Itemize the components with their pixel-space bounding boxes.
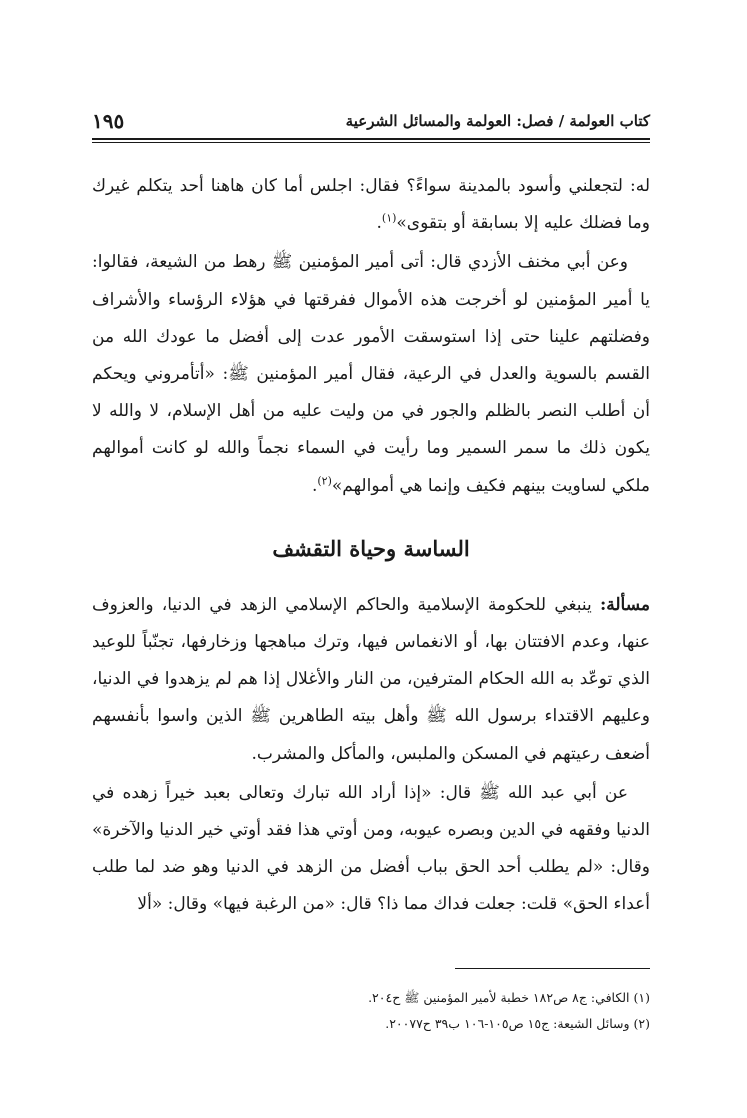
running-header	[92, 106, 650, 136]
paragraph-1	[92, 168, 650, 242]
issue-term: مسألة:	[599, 594, 650, 615]
main-text	[92, 168, 650, 926]
paragraph-1-text: له: لتجعلني وأسود بالمدينة سواءً؟ فقال: اجلس أما كان هاهنا أحد يتكلم غيرك وما فضلك عليه إلا بسابقة أو بتقوى»	[92, 176, 650, 234]
footnote-ref-2[interactable]: (٢)	[317, 473, 332, 487]
paragraph-3-text: ينبغي للحكومة الإسلامية والحاكم الإسلامي الزهد في الدنيا، والعزوف عنها، وعدم الافتتان بها، أو الانغماس فيها، وترك مباهجها وزخارفها، تجنّباً للوعيد الذي توعّد به الله الحكام المترفين، من النار والأغلال إذا هم لم يزهدوا في الدنيا، وعليهم الاقتداء برسول الله ﷺ وأهل بيته الطاهرين ﷺ الذين واسوا بأنفسهم أضعف رعيتهم في المسكن والملبس، والمأكل والمشرب.	[92, 594, 650, 764]
footnotes	[92, 985, 650, 1037]
paragraph-4: عن أبي عبد الله ﷺ قال: «إذا أراد الله تبارك وتعالى بعبد خيراً زهده في الدنيا وفقهه في الدين وبصره عيوبه، ومن أوتي هذا فقد أوتي خير الدنيا والآخرة» وقال: «لم يطلب أحد الحق بباب أفضل من الزهد في الدنيا وهو ضد لما طلب أعداء الحق» قلت: جعلت فداك مما ذا؟ قال: «من الرغبة فيها» وقال: «ألا	[92, 782, 650, 915]
header-title: كتاب العولمة / فصل: العولمة والمسائل الشرعية	[345, 112, 650, 130]
paragraph-2	[92, 244, 650, 504]
paragraph-2-text: وعن أبي مخنف الأزدي قال: أتى أمير المؤمنين ﷺ رهط من الشيعة، فقالوا: يا أمير المؤمنين لو أخرجت هذه الأموال ففرقتها في هؤلاء الرؤساء والأشراف وفضلتهم علينا حتى إذا استوسقت الأمور عدت إلى أفضل ما عودك الله من القسم بالسوية والعدل في الرعية، فقال أمير المؤمنين ﷺ: «أتأمروني ويحكم أن أطلب النصر بالظلم والجور في من وليت عليه من أهل الإسلام، لا والله لا يكون ذلك ما سمر السمير وما رأيت في السماء نجماً والله لو كانت أموالهم ملكي لساويت بينهم فكيف وإنما هي أموالهم»	[92, 252, 650, 496]
footnote-2: (٢) وسائل الشيعة: ج١٥ ص١٠٥-١٠٦ ب٣٩ ح٢٠٠٧٧.	[385, 1016, 650, 1031]
paragraph-2-end: .	[311, 475, 318, 496]
section-title: الساسة وحياة التقشف	[272, 535, 470, 561]
paragraph-3	[92, 587, 650, 773]
footnote-1: (١) الكافي: ج٨ ص١٨٢ خطبة لأمير المؤمنين ﷺ ح٢٠٤.	[368, 990, 650, 1005]
header-rule	[92, 138, 650, 140]
page-number: ١٩٥	[92, 109, 125, 133]
paragraph-1-end: .	[376, 213, 382, 234]
footnote-rule	[455, 968, 650, 969]
footnote-ref-1[interactable]: (١)	[381, 211, 397, 225]
header-rule-thin	[92, 142, 650, 143]
